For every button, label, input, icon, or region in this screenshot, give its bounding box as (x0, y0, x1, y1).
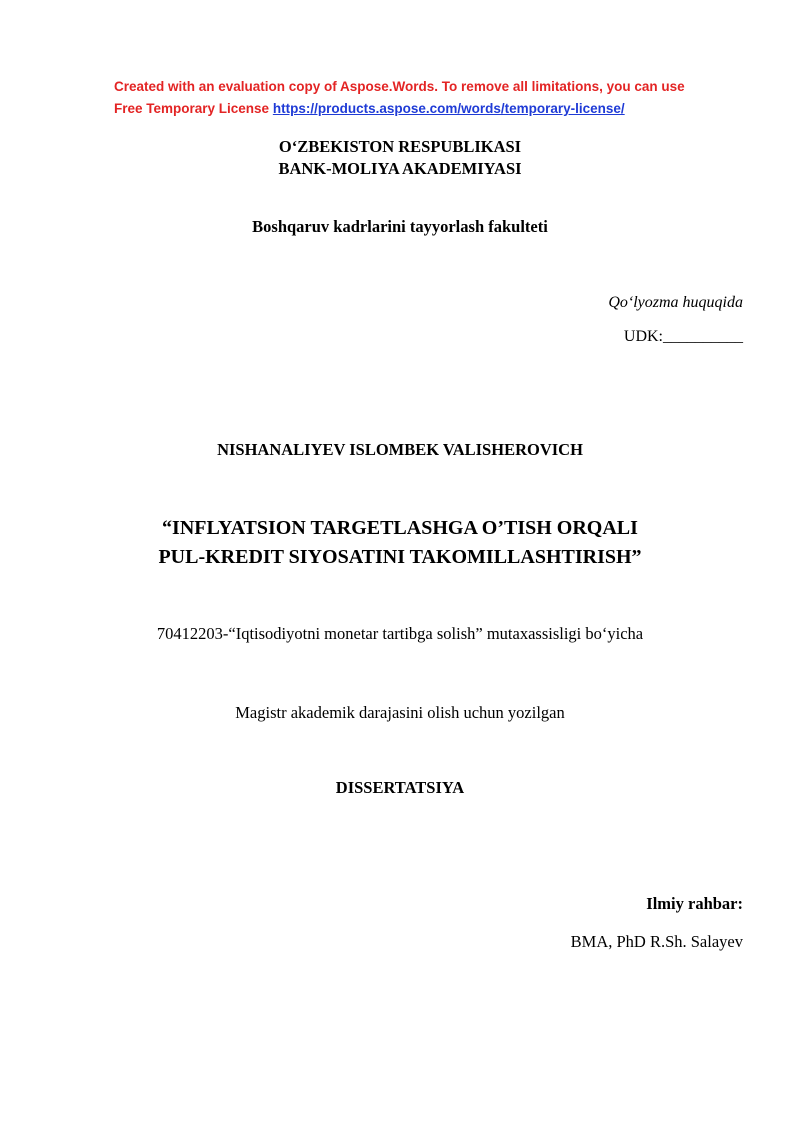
supervisor-label: Ilmiy rahbar: (646, 894, 743, 913)
watermark-line-2 (114, 98, 625, 120)
watermark-license-text: Free Temporary License (114, 101, 270, 116)
dissertation-title (0, 514, 800, 572)
republic-name: O‘ZBEKISTON RESPUBLIKASI (278, 137, 522, 156)
title-line-1: “INFLYATSION TARGETLASHGA O’TISH ORQALI (162, 517, 638, 539)
author-name: NISHANALIYEV ISLOMBEK VALISHEROVICH (217, 440, 583, 459)
academy-name: BANK-MOLIYA AKADEMIYASI (278, 159, 522, 178)
institution-header (0, 136, 800, 180)
faculty-name: Boshqaruv kadrlarini tayyorlash fakulteti (252, 217, 548, 236)
supervisor-name: BMA, PhD R.Sh. Salayev (570, 932, 743, 951)
manuscript-rights: Qo‘lyozma huquqida (608, 294, 743, 311)
document-type: DISSERTATSIYA (335, 778, 465, 797)
udk-field: UDK:__________ (623, 328, 743, 345)
title-line-2: PUL-KREDIT SIYOSATINI TAKOMILLASHTIRISH” (158, 546, 642, 568)
watermark-license-link[interactable]: https://products.aspose.com/words/temporary-license/ (272, 101, 625, 116)
specialty-line: 70412203-“Iqtisodiyotni monetar tartibga solish” mutaxassisligi bo‘yicha (156, 624, 644, 643)
degree-line: Magistr akademik darajasini olish uchun yozilgan (235, 703, 565, 722)
watermark-line-1: Created with an evaluation copy of Aspose.Words. To remove all limitations, you can use (114, 79, 685, 94)
